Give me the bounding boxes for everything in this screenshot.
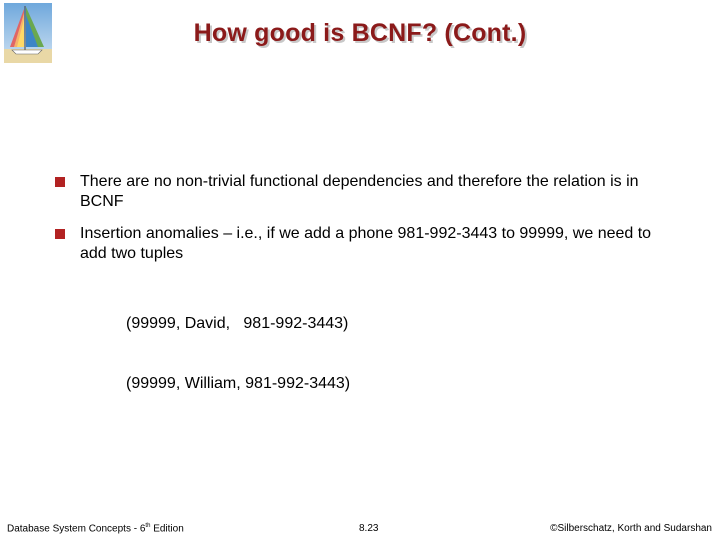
footer-edition-text: Edition: [150, 523, 184, 535]
slide-title: How good is BCNF? (Cont.): [193, 19, 527, 47]
bullet-text: Insertion anomalies – i.e., if we add a phone 981-992-3443 to 99999, we need to add two tuples: [80, 225, 652, 262]
bullet-list: [55, 172, 675, 276]
bullet-text: There are no non-trivial functional dependencies and therefore the relation is in BCNF: [80, 173, 639, 210]
bullet-item-bcnf: [55, 172, 675, 212]
footer-edition-superscript: th: [145, 523, 151, 529]
footer-book-title: [7, 523, 184, 534]
tuple-line: (99999, William, 981-992-3443): [126, 375, 351, 392]
bullet-item-insertion-anomalies: [55, 224, 675, 264]
tuple-line: (99999, David, 981-992-3443): [126, 315, 349, 332]
footer-copyright: ©Silberschatz, Korth and Sudarshan: [550, 523, 712, 534]
tuple-block: [126, 274, 350, 414]
footer-book-title-text: Database System Concepts - 6: [7, 523, 146, 535]
square-bullet-icon: [55, 177, 65, 187]
footer-page-number: 8.23: [359, 523, 379, 534]
square-bullet-icon: [55, 229, 65, 239]
